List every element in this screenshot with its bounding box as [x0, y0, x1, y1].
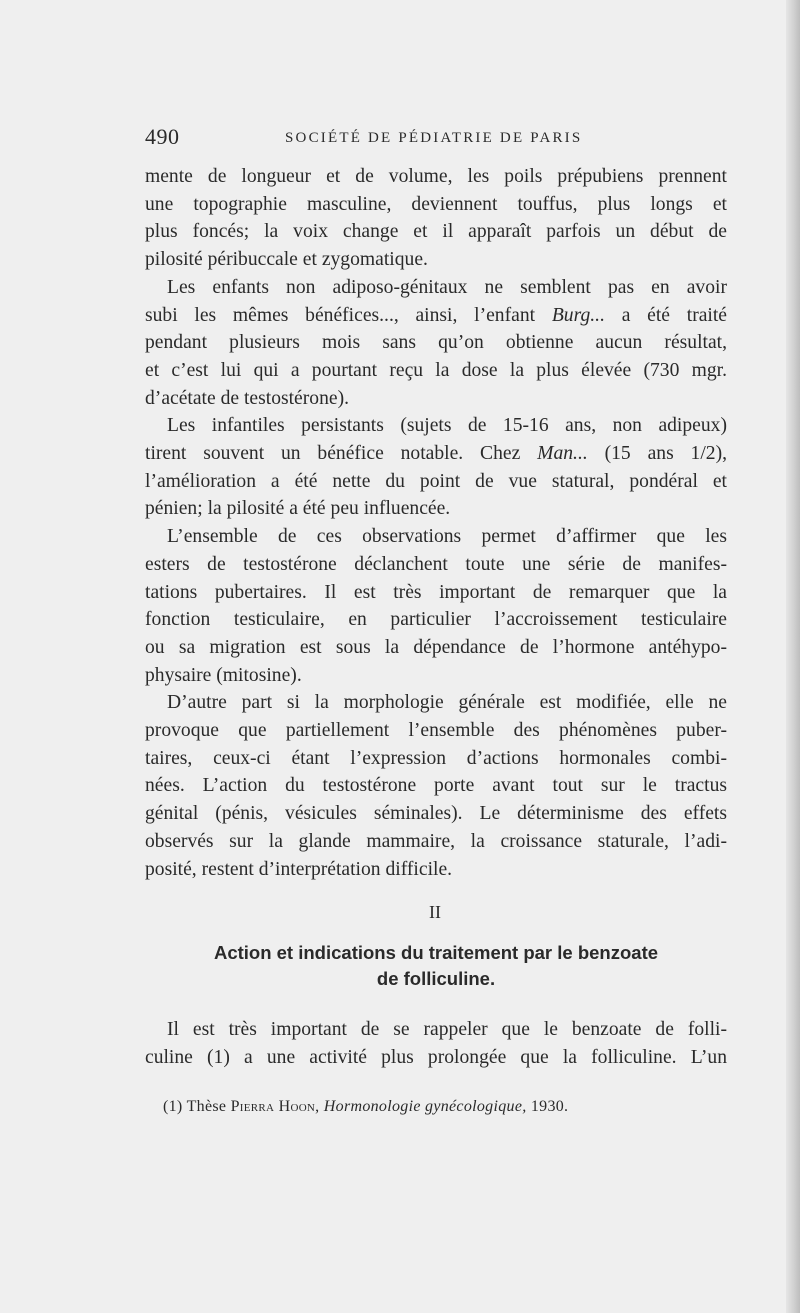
text-line: nées. L’action du testostérone porte avant tout sur le tractus: [145, 775, 727, 797]
text-line: génital (pénis, vésicules séminales). Le déterminisme des effets: [145, 803, 727, 825]
paragraph-4: [145, 523, 727, 689]
section-heading-line: Action et indications du traitement par le benzoate: [213, 942, 659, 963]
paragraph-5: [145, 689, 727, 883]
text-line: d’acétate de testostérone).: [145, 387, 349, 409]
running-title: SOCIÉTÉ DE PÉDIATRIE DE PARIS: [285, 130, 583, 146]
text-line: mente de longueur et de volume, les poils prépubiens prennent: [145, 166, 727, 187]
text-line: Les infantiles persistants (sujets de 15-16 ans, non adipeux): [167, 415, 727, 437]
text-line: ou sa migration est sous la dépendance de l’hormone antéhypo-: [145, 636, 727, 658]
text-line: tirent souvent un bénéfice notable. Chez Man... (15 ans 1/2),: [145, 443, 727, 465]
text-line: provoque que partiellement l’ensemble des phénomènes puber-: [145, 720, 727, 742]
patient-name: Man...: [537, 443, 588, 465]
footnote: [163, 1098, 568, 1116]
footnote-marker: (1): [163, 1098, 183, 1115]
page-edge-shadow: [786, 0, 800, 1313]
text-line: physaire (mitosine).: [145, 664, 302, 686]
paragraph-2: [145, 274, 727, 413]
text-line: pénien; la pilosité a été peu influencée.: [145, 498, 451, 520]
section-heading-line: de folliculine.: [376, 968, 496, 989]
text-line: posité, restent d’interprétation difficile.: [145, 858, 453, 880]
paragraph-1: [145, 163, 727, 274]
text-line: plus foncés; la voix change et il apparaît parfois un début de: [145, 221, 727, 243]
text-line: culine (1) a une activité plus prolongée que la folliculine. L’un: [145, 1047, 727, 1068]
patient-name: Burg...: [551, 304, 605, 326]
text-line: fonction testiculaire, en particulier l’accroissement testiculaire: [145, 609, 727, 631]
text-line: pilosité péribuccale et zygomatique.: [145, 249, 428, 271]
paragraph-3: [145, 412, 727, 523]
footnote-authors: Pierra Hoon,: [230, 1098, 320, 1115]
footnote-year: 1930.: [530, 1098, 569, 1115]
page-number: 490: [145, 124, 180, 149]
section-heading: [145, 940, 727, 992]
text-line: une topographie masculine, deviennent touffus, plus longs et: [145, 193, 727, 215]
footnote-title: Hormonologie gynécologique,: [323, 1098, 527, 1115]
text-line: pendant plusieurs mois sans qu’on obtienne aucun résultat,: [145, 332, 727, 354]
text-line: subi les mêmes bénéfices..., ainsi, l’enfant Burg... a été traité: [145, 304, 727, 326]
text-line: Il est très important de se rappeler que le benzoate de folli-: [167, 1019, 727, 1040]
page-header: [145, 124, 730, 154]
text-line: tations pubertaires. Il est très important de remarquer que la: [145, 581, 727, 603]
footnote-prefix: Thèse: [186, 1098, 227, 1115]
section-paragraph: [145, 1016, 727, 1072]
text-line: taires, ceux-ci étant l’expression d’actions hormonales combi-: [145, 747, 727, 769]
text-line: Les enfants non adiposo-génitaux ne semblent pas en avoir: [167, 276, 727, 298]
body-text: [145, 163, 727, 883]
text-line: L’ensemble de ces observations permet d’affirmer que les: [167, 526, 727, 548]
text-line: l’amélioration a été nette du point de vue statural, pondéral et: [145, 470, 727, 492]
text-line: D’autre part si la morphologie générale est modifiée, elle ne: [167, 692, 727, 714]
text-line: observés sur la glande mammaire, la croissance staturale, l’adi-: [145, 830, 727, 852]
text-line: esters de testostérone déclanchent toute une série de manifes-: [145, 553, 727, 575]
text-line: et c’est lui qui a pourtant reçu la dose la plus élevée (730 mgr.: [145, 359, 727, 381]
section-number: II: [429, 902, 441, 922]
